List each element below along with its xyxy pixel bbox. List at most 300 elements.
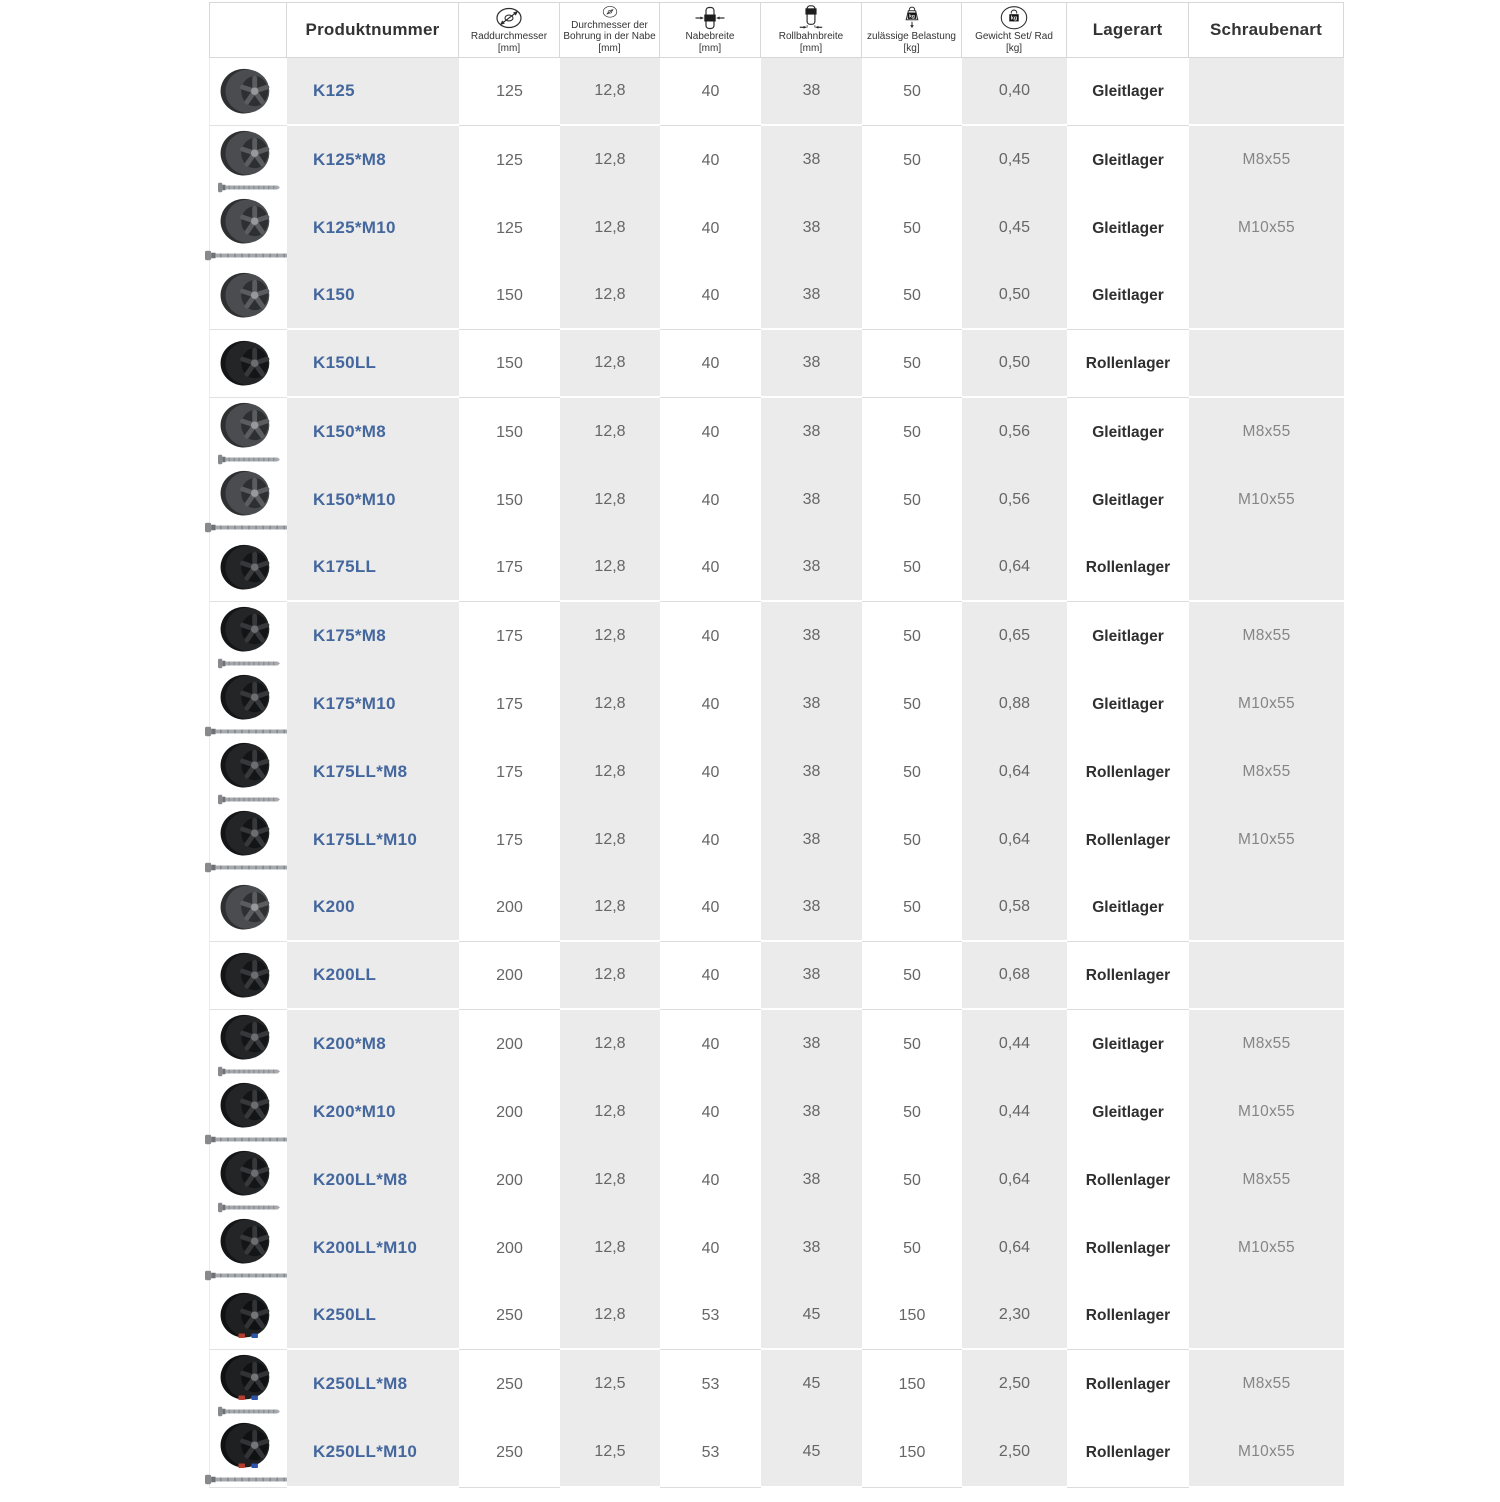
set-weight-value: 0,50 xyxy=(962,262,1067,330)
hub-width-value: 40 xyxy=(660,126,761,196)
column-header-bore-diameter xyxy=(560,2,660,58)
bearing-type-value: Gleitlager xyxy=(1067,466,1189,536)
product-image-cell xyxy=(209,398,287,468)
wheel-diameter-value: 125 xyxy=(459,58,560,126)
product-image-cell xyxy=(209,534,287,602)
hub-width-value: 40 xyxy=(660,942,761,1010)
set-weight-value: 0,56 xyxy=(962,466,1067,536)
table-row xyxy=(209,194,1344,262)
hub-width-value: 40 xyxy=(660,874,761,942)
wheel-product-image xyxy=(217,604,281,656)
wheel-diameter-value: 200 xyxy=(459,1146,560,1216)
bearing-type-value: Gleitlager xyxy=(1067,194,1189,264)
screw-type-value xyxy=(1189,262,1344,330)
table-row xyxy=(209,1282,1344,1350)
hub-width-value: 40 xyxy=(660,1146,761,1216)
screw-type-value: M8x55 xyxy=(1189,1146,1344,1216)
tread-width-value: 38 xyxy=(761,58,862,126)
wheel-diameter-value: 200 xyxy=(459,874,560,942)
product-number-cell xyxy=(287,874,459,942)
hub-width-value: 40 xyxy=(660,806,761,876)
product-number-link[interactable]: K200*M10 xyxy=(313,1102,396,1121)
bore-diameter-value: 12,8 xyxy=(560,1010,660,1080)
max-load-value: 50 xyxy=(862,398,962,468)
screw-image xyxy=(218,658,280,669)
screw-image xyxy=(218,1066,280,1077)
product-number-cell xyxy=(287,942,459,1010)
hub-width-value: 40 xyxy=(660,58,761,126)
product-image-cell xyxy=(209,330,287,398)
screw-image xyxy=(218,454,280,465)
screw-type-value: M8x55 xyxy=(1189,602,1344,672)
set-weight-value: 0,64 xyxy=(962,738,1067,808)
tread-width-header-label: Rollbahnbreite xyxy=(778,31,844,43)
table-row xyxy=(209,874,1344,942)
bore-diameter-value: 12,8 xyxy=(560,58,660,126)
hub-width-value: 40 xyxy=(660,602,761,672)
hub-width-value: 40 xyxy=(660,194,761,264)
product-number-link[interactable]: K200*M8 xyxy=(313,1034,386,1053)
product-number-cell xyxy=(287,1214,459,1284)
tread-width-value: 38 xyxy=(761,806,862,876)
bore-diameter-value: 12,8 xyxy=(560,262,660,330)
table-row xyxy=(209,942,1344,1010)
set-weight-value: 0,58 xyxy=(962,874,1067,942)
screw-type-value xyxy=(1189,534,1344,602)
screw-image xyxy=(205,1134,293,1145)
wheel-product-image xyxy=(217,1080,281,1132)
max-load-value: 150 xyxy=(862,1282,962,1350)
screw-image xyxy=(205,250,293,261)
tread-width-value: 38 xyxy=(761,670,862,740)
hub-width-icon xyxy=(695,6,725,30)
hub-width-value: 53 xyxy=(660,1350,761,1420)
column-header-set-weight xyxy=(962,2,1067,58)
hub-width-value: 40 xyxy=(660,262,761,330)
max-load-value: 50 xyxy=(862,738,962,808)
hub-width-value: 40 xyxy=(660,1010,761,1080)
max-load-value: 50 xyxy=(862,1146,962,1216)
wheel-diameter-value: 175 xyxy=(459,738,560,808)
set-weight-value: 2,50 xyxy=(962,1418,1067,1488)
max-load-value: 50 xyxy=(862,534,962,602)
hub-width-value: 40 xyxy=(660,670,761,740)
bore-diameter-value: 12,8 xyxy=(560,602,660,672)
bore-diameter-value: 12,8 xyxy=(560,1146,660,1216)
table-row xyxy=(209,806,1344,874)
bearing-type-value: Gleitlager xyxy=(1067,602,1189,672)
bore-diameter-value: 12,8 xyxy=(560,398,660,468)
wheel-diameter-value: 125 xyxy=(459,126,560,196)
screw-type-value xyxy=(1189,874,1344,942)
table-row xyxy=(209,1418,1344,1486)
set-weight-icon xyxy=(999,5,1029,30)
screw-image xyxy=(205,1270,293,1281)
wheel-diameter-header-unit: [mm] xyxy=(497,42,521,54)
screw-type-value: M10x55 xyxy=(1189,194,1344,264)
screw-type-value xyxy=(1189,1282,1344,1350)
table-body xyxy=(209,58,1344,1486)
wheel-product-image xyxy=(217,66,281,118)
bearing-type-value: Gleitlager xyxy=(1067,874,1189,942)
bore-diameter-value: 12,8 xyxy=(560,194,660,264)
product-number-link[interactable]: K250LL*M8 xyxy=(313,1374,408,1393)
product-image-cell xyxy=(209,58,287,126)
product-image-cell xyxy=(209,1146,287,1216)
hub-width-value: 40 xyxy=(660,330,761,398)
product-image-cell xyxy=(209,874,287,942)
set-weight-header-unit: [kg] xyxy=(1005,43,1023,55)
wheel-product-image xyxy=(217,338,281,390)
column-header-max-load xyxy=(862,2,962,58)
product-number-cell xyxy=(287,1010,459,1080)
hub-width-value: 40 xyxy=(660,398,761,468)
wheel-diameter-value: 175 xyxy=(459,806,560,876)
product-image-cell xyxy=(209,1078,287,1148)
screw-type-value: M10x55 xyxy=(1189,466,1344,536)
wheel-diameter-value: 200 xyxy=(459,942,560,1010)
product-image-cell xyxy=(209,670,287,740)
wheel-diameter-value: 175 xyxy=(459,534,560,602)
product-image-cell xyxy=(209,1418,287,1488)
product-number-cell xyxy=(287,466,459,536)
screw-type-header-label: Schraubenart xyxy=(1210,20,1322,39)
tread-width-value: 38 xyxy=(761,534,862,602)
screw-type-value: M8x55 xyxy=(1189,1350,1344,1420)
wheel-product-image xyxy=(217,468,281,520)
bore-diameter-value: 12,5 xyxy=(560,1418,660,1488)
screw-type-value xyxy=(1189,58,1344,126)
screw-type-value: M10x55 xyxy=(1189,806,1344,876)
product-number-link[interactable]: K125 xyxy=(313,81,355,100)
max-load-value: 150 xyxy=(862,1350,962,1420)
wheel-product-image xyxy=(217,1012,281,1064)
column-header-image xyxy=(209,2,287,58)
product-number-cell xyxy=(287,330,459,398)
bearing-type-value: Gleitlager xyxy=(1067,262,1189,330)
tread-width-value: 38 xyxy=(761,126,862,196)
hub-width-header-label: Nabebreite xyxy=(685,30,735,42)
bore-diameter-value: 12,5 xyxy=(560,1350,660,1420)
set-weight-value: 0,50 xyxy=(962,330,1067,398)
max-load-icon xyxy=(900,5,924,30)
tread-width-value: 45 xyxy=(761,1282,862,1350)
wheel-product-image xyxy=(217,196,281,248)
product-image-cell xyxy=(209,466,287,536)
product-number-cell xyxy=(287,534,459,602)
svg-text:kg: kg xyxy=(908,14,915,20)
product-number-link[interactable]: K150*M10 xyxy=(313,490,396,509)
product-image-cell xyxy=(209,194,287,264)
set-weight-value: 0,68 xyxy=(962,942,1067,1010)
wheel-diameter-value: 175 xyxy=(459,602,560,672)
bearing-type-value: Rollenlager xyxy=(1067,534,1189,602)
set-weight-value: 0,44 xyxy=(962,1010,1067,1080)
product-number-cell xyxy=(287,738,459,808)
tread-width-value: 38 xyxy=(761,398,862,468)
product-number-link[interactable]: K200LL xyxy=(313,965,377,984)
product-number-link[interactable]: K200 xyxy=(313,897,355,916)
product-number-link[interactable]: K175*M8 xyxy=(313,626,386,645)
max-load-value: 150 xyxy=(862,1418,962,1488)
screw-type-value: M8x55 xyxy=(1189,126,1344,196)
column-header-wheel-diameter xyxy=(459,2,560,58)
tread-width-value: 38 xyxy=(761,1214,862,1284)
hub-width-value: 40 xyxy=(660,534,761,602)
wheel-diameter-value: 200 xyxy=(459,1010,560,1080)
screw-type-value: M10x55 xyxy=(1189,1418,1344,1488)
set-weight-value: 0,45 xyxy=(962,194,1067,264)
tread-width-value: 38 xyxy=(761,1010,862,1080)
max-load-value: 50 xyxy=(862,942,962,1010)
bore-diameter-value: 12,8 xyxy=(560,330,660,398)
column-header-bearing-type xyxy=(1067,2,1189,58)
product-number-link[interactable]: K125*M8 xyxy=(313,150,386,169)
table-row xyxy=(209,670,1344,738)
set-weight-value: 2,30 xyxy=(962,1282,1067,1350)
bearing-type-value: Rollenlager xyxy=(1067,1282,1189,1350)
screw-type-value xyxy=(1189,942,1344,1010)
table-row xyxy=(209,1350,1344,1418)
set-weight-value: 0,64 xyxy=(962,1146,1067,1216)
max-load-header-label: zulässige Belastung xyxy=(867,31,956,43)
table-row xyxy=(209,602,1344,670)
bore-diameter-value: 12,8 xyxy=(560,806,660,876)
hub-width-value: 40 xyxy=(660,1078,761,1148)
bore-diameter-value: 12,8 xyxy=(560,466,660,536)
wheel-diameter-value: 200 xyxy=(459,1078,560,1148)
wheel-diameter-value: 150 xyxy=(459,262,560,330)
product-number-cell xyxy=(287,1146,459,1216)
tread-width-value: 38 xyxy=(761,330,862,398)
bearing-type-value: Rollenlager xyxy=(1067,1350,1189,1420)
product-number-link[interactable]: K175LL*M10 xyxy=(313,830,418,849)
wheel-product-image xyxy=(217,1216,281,1268)
product-image-cell xyxy=(209,1214,287,1284)
column-header-hub-width xyxy=(660,2,761,58)
tread-width-value: 38 xyxy=(761,262,862,330)
wheel-product-image xyxy=(217,882,281,934)
product-image-cell xyxy=(209,738,287,808)
table-row xyxy=(209,126,1344,194)
product-image-cell xyxy=(209,1282,287,1350)
tread-width-value: 38 xyxy=(761,602,862,672)
tread-width-value: 45 xyxy=(761,1350,862,1420)
wheel-diameter-value: 250 xyxy=(459,1350,560,1420)
table-row xyxy=(209,1078,1344,1146)
column-header-product-number xyxy=(287,2,459,58)
bearing-type-value: Rollenlager xyxy=(1067,330,1189,398)
product-number-link[interactable]: K200LL*M10 xyxy=(313,1238,418,1257)
table-row xyxy=(209,1010,1344,1078)
bore-diameter-header-label: Durchmesser der Bohrung in der Nabe [mm] xyxy=(563,19,656,55)
hub-width-header-unit: [mm] xyxy=(698,42,722,54)
product-number-cell xyxy=(287,126,459,196)
bearing-type-header-label: Lagerart xyxy=(1092,20,1163,39)
screw-image xyxy=(205,1474,293,1485)
table-row xyxy=(209,330,1344,398)
max-load-value: 50 xyxy=(862,58,962,126)
wheel-product-image xyxy=(217,1290,281,1342)
set-weight-value: 0,40 xyxy=(962,58,1067,126)
set-weight-value: 0,44 xyxy=(962,1078,1067,1148)
hub-width-value: 40 xyxy=(660,466,761,536)
tread-width-value: 38 xyxy=(761,194,862,264)
screw-image xyxy=(218,1406,280,1417)
product-number-cell xyxy=(287,398,459,468)
wheel-product-image xyxy=(217,950,281,1002)
product-number-cell xyxy=(287,1282,459,1350)
screw-type-value: M10x55 xyxy=(1189,1214,1344,1284)
product-number-cell xyxy=(287,194,459,264)
product-number-header-label: Produktnummer xyxy=(305,20,440,39)
product-number-link[interactable]: K125*M10 xyxy=(313,218,396,237)
bore-diameter-value: 12,8 xyxy=(560,1282,660,1350)
set-weight-value: 0,56 xyxy=(962,398,1067,468)
product-image-cell xyxy=(209,1350,287,1420)
product-image-cell xyxy=(209,126,287,196)
hub-width-value: 40 xyxy=(660,738,761,808)
bearing-type-value: Gleitlager xyxy=(1067,1010,1189,1080)
max-load-value: 50 xyxy=(862,806,962,876)
product-number-cell xyxy=(287,262,459,330)
tread-width-value: 38 xyxy=(761,738,862,808)
set-weight-value: 2,50 xyxy=(962,1350,1067,1420)
max-load-value: 50 xyxy=(862,1010,962,1080)
bore-diameter-value: 12,8 xyxy=(560,874,660,942)
bearing-type-value: Rollenlager xyxy=(1067,1214,1189,1284)
screw-image xyxy=(218,182,280,193)
hub-width-value: 53 xyxy=(660,1282,761,1350)
product-number-cell xyxy=(287,602,459,672)
bore-diameter-value: 12,8 xyxy=(560,534,660,602)
wheel-product-image xyxy=(217,400,281,452)
max-load-header-unit: [kg] xyxy=(903,43,920,55)
product-number-link[interactable]: K250LL*M10 xyxy=(313,1442,418,1461)
set-weight-value: 0,64 xyxy=(962,1214,1067,1284)
bearing-type-value: Rollenlager xyxy=(1067,1418,1189,1488)
product-number-cell xyxy=(287,1078,459,1148)
product-number-link[interactable]: K150*M8 xyxy=(313,422,386,441)
table-row xyxy=(209,738,1344,806)
tread-width-header-unit: [mm] xyxy=(799,43,823,55)
bore-diameter-value: 12,8 xyxy=(560,670,660,740)
product-number-link[interactable]: K175LL*M8 xyxy=(313,762,408,781)
product-number-cell xyxy=(287,670,459,740)
wheel-product-image xyxy=(217,1148,281,1200)
wheel-diameter-value: 200 xyxy=(459,1214,560,1284)
tread-width-value: 38 xyxy=(761,1078,862,1148)
table-row xyxy=(209,58,1344,126)
product-number-cell xyxy=(287,806,459,876)
bearing-type-value: Gleitlager xyxy=(1067,126,1189,196)
product-image-cell xyxy=(209,942,287,1010)
table-row xyxy=(209,398,1344,466)
screw-image xyxy=(205,862,293,873)
screw-type-value: M10x55 xyxy=(1189,1078,1344,1148)
set-weight-value: 0,45 xyxy=(962,126,1067,196)
product-image-cell xyxy=(209,1010,287,1080)
max-load-value: 50 xyxy=(862,1078,962,1148)
table-row xyxy=(209,1214,1344,1282)
max-load-value: 50 xyxy=(862,466,962,536)
max-load-value: 50 xyxy=(862,330,962,398)
hub-width-value: 40 xyxy=(660,1214,761,1284)
wheel-product-image xyxy=(217,672,281,724)
product-number-link[interactable]: K250LL xyxy=(313,1305,377,1324)
bearing-type-value: Gleitlager xyxy=(1067,58,1189,126)
tread-width-value: 38 xyxy=(761,466,862,536)
screw-image xyxy=(205,726,293,737)
max-load-value: 50 xyxy=(862,670,962,740)
bearing-type-value: Rollenlager xyxy=(1067,1146,1189,1216)
table-row xyxy=(209,534,1344,602)
tread-width-value: 45 xyxy=(761,1418,862,1488)
product-number-link[interactable]: K150 xyxy=(313,285,355,304)
wheel-product-image xyxy=(217,1420,281,1472)
max-load-value: 50 xyxy=(862,126,962,196)
set-weight-value: 0,65 xyxy=(962,602,1067,672)
tread-width-icon xyxy=(796,5,826,30)
hub-width-value: 53 xyxy=(660,1418,761,1488)
wheel-product-image xyxy=(217,270,281,322)
wheel-product-image xyxy=(217,740,281,792)
svg-text:kg: kg xyxy=(1010,15,1018,22)
product-image-cell xyxy=(209,806,287,876)
wheel-diameter-value: 250 xyxy=(459,1418,560,1488)
wheel-diameter-value: 250 xyxy=(459,1282,560,1350)
bore-diameter-icon xyxy=(595,5,625,19)
screw-image xyxy=(218,1202,280,1213)
table-row xyxy=(209,1146,1344,1214)
column-header-screw-type xyxy=(1189,2,1344,58)
wheel-product-image xyxy=(217,1352,281,1404)
bearing-type-value: Rollenlager xyxy=(1067,806,1189,876)
set-weight-value: 0,88 xyxy=(962,670,1067,740)
tread-width-value: 38 xyxy=(761,942,862,1010)
wheel-product-image xyxy=(217,542,281,594)
bearing-type-value: Rollenlager xyxy=(1067,942,1189,1010)
product-number-link[interactable]: K150LL xyxy=(313,353,377,372)
max-load-value: 50 xyxy=(862,602,962,672)
product-image-cell xyxy=(209,602,287,672)
table-header-row xyxy=(209,2,1344,58)
product-number-cell xyxy=(287,1350,459,1420)
max-load-value: 50 xyxy=(862,262,962,330)
wheel-product-image xyxy=(217,128,281,180)
set-weight-value: 0,64 xyxy=(962,806,1067,876)
bore-diameter-value: 12,8 xyxy=(560,1078,660,1148)
table-row xyxy=(209,262,1344,330)
bore-diameter-value: 12,8 xyxy=(560,126,660,196)
column-header-tread-width xyxy=(761,2,862,58)
bearing-type-value: Gleitlager xyxy=(1067,670,1189,740)
bore-diameter-value: 12,8 xyxy=(560,738,660,808)
screw-image xyxy=(205,522,293,533)
bore-diameter-value: 12,8 xyxy=(560,942,660,1010)
wheel-diameter-value: 175 xyxy=(459,670,560,740)
product-number-link[interactable]: K175LL xyxy=(313,557,377,576)
product-number-link[interactable]: K200LL*M8 xyxy=(313,1170,408,1189)
screw-type-value: M10x55 xyxy=(1189,670,1344,740)
wheel-diameter-value: 150 xyxy=(459,398,560,468)
max-load-value: 50 xyxy=(862,1214,962,1284)
screw-image xyxy=(218,794,280,805)
screw-type-value xyxy=(1189,330,1344,398)
tread-width-value: 38 xyxy=(761,1146,862,1216)
product-number-link[interactable]: K175*M10 xyxy=(313,694,396,713)
wheel-diameter-icon xyxy=(494,6,524,30)
